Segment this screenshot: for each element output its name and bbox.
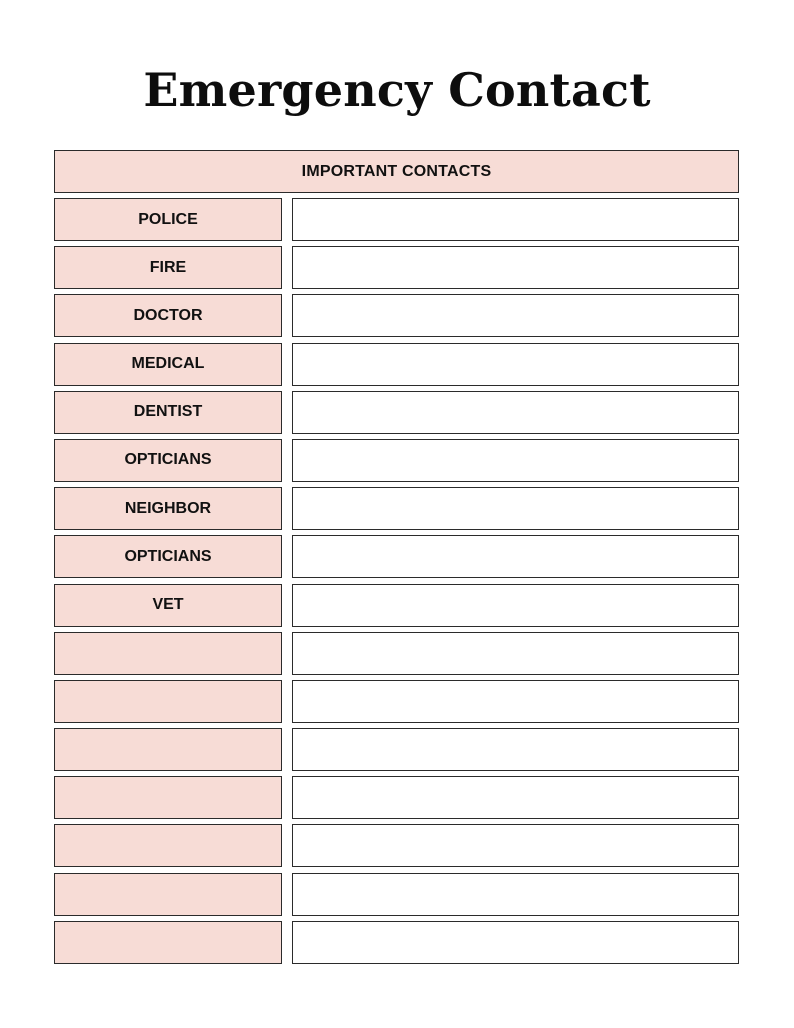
contact-row: [54, 824, 739, 867]
contact-label: FIRE: [54, 246, 282, 289]
contact-value-field[interactable]: [292, 246, 739, 289]
contact-label-blank[interactable]: [54, 632, 282, 675]
contact-label: OPTICIANS: [54, 535, 282, 578]
contact-value-field[interactable]: [292, 294, 739, 337]
contact-value-field[interactable]: [292, 728, 739, 771]
contact-row: [54, 343, 739, 386]
contacts-table: [54, 198, 739, 969]
contact-value-field[interactable]: [292, 439, 739, 482]
contact-label: DENTIST: [54, 391, 282, 434]
contact-value-field[interactable]: [292, 198, 739, 241]
contact-label-blank[interactable]: [54, 680, 282, 723]
contact-value-field[interactable]: [292, 680, 739, 723]
contact-label: POLICE: [54, 198, 282, 241]
contact-row: [54, 487, 739, 530]
contact-row: [54, 728, 739, 771]
contact-row: [54, 776, 739, 819]
contact-value-field[interactable]: [292, 921, 739, 964]
contact-label-blank[interactable]: [54, 921, 282, 964]
contact-label: MEDICAL: [54, 343, 282, 386]
page-title: Emergency Contact: [143, 63, 651, 117]
contact-row: [54, 391, 739, 434]
contact-label-blank[interactable]: [54, 873, 282, 916]
contact-row: [54, 246, 739, 289]
contact-label: VET: [54, 584, 282, 627]
contact-row: [54, 632, 739, 675]
contact-row: [54, 680, 739, 723]
contact-value-field[interactable]: [292, 535, 739, 578]
contact-value-field[interactable]: [292, 776, 739, 819]
contact-label-blank[interactable]: [54, 776, 282, 819]
contact-value-field[interactable]: [292, 873, 739, 916]
important-contacts-header: IMPORTANT CONTACTS: [54, 150, 739, 193]
contact-row: [54, 584, 739, 627]
contact-row: [54, 439, 739, 482]
contact-row: [54, 873, 739, 916]
contact-row: [54, 535, 739, 578]
contact-label: DOCTOR: [54, 294, 282, 337]
contact-label-blank[interactable]: [54, 824, 282, 867]
contact-value-field[interactable]: [292, 343, 739, 386]
contact-value-field[interactable]: [292, 824, 739, 867]
contact-label: OPTICIANS: [54, 439, 282, 482]
contact-value-field[interactable]: [292, 487, 739, 530]
contact-row: [54, 921, 739, 964]
contact-row: [54, 294, 739, 337]
contact-value-field[interactable]: [292, 584, 739, 627]
contact-row: [54, 198, 739, 241]
contact-value-field[interactable]: [292, 391, 739, 434]
contact-value-field[interactable]: [292, 632, 739, 675]
contact-label-blank[interactable]: [54, 728, 282, 771]
contact-label: NEIGHBOR: [54, 487, 282, 530]
